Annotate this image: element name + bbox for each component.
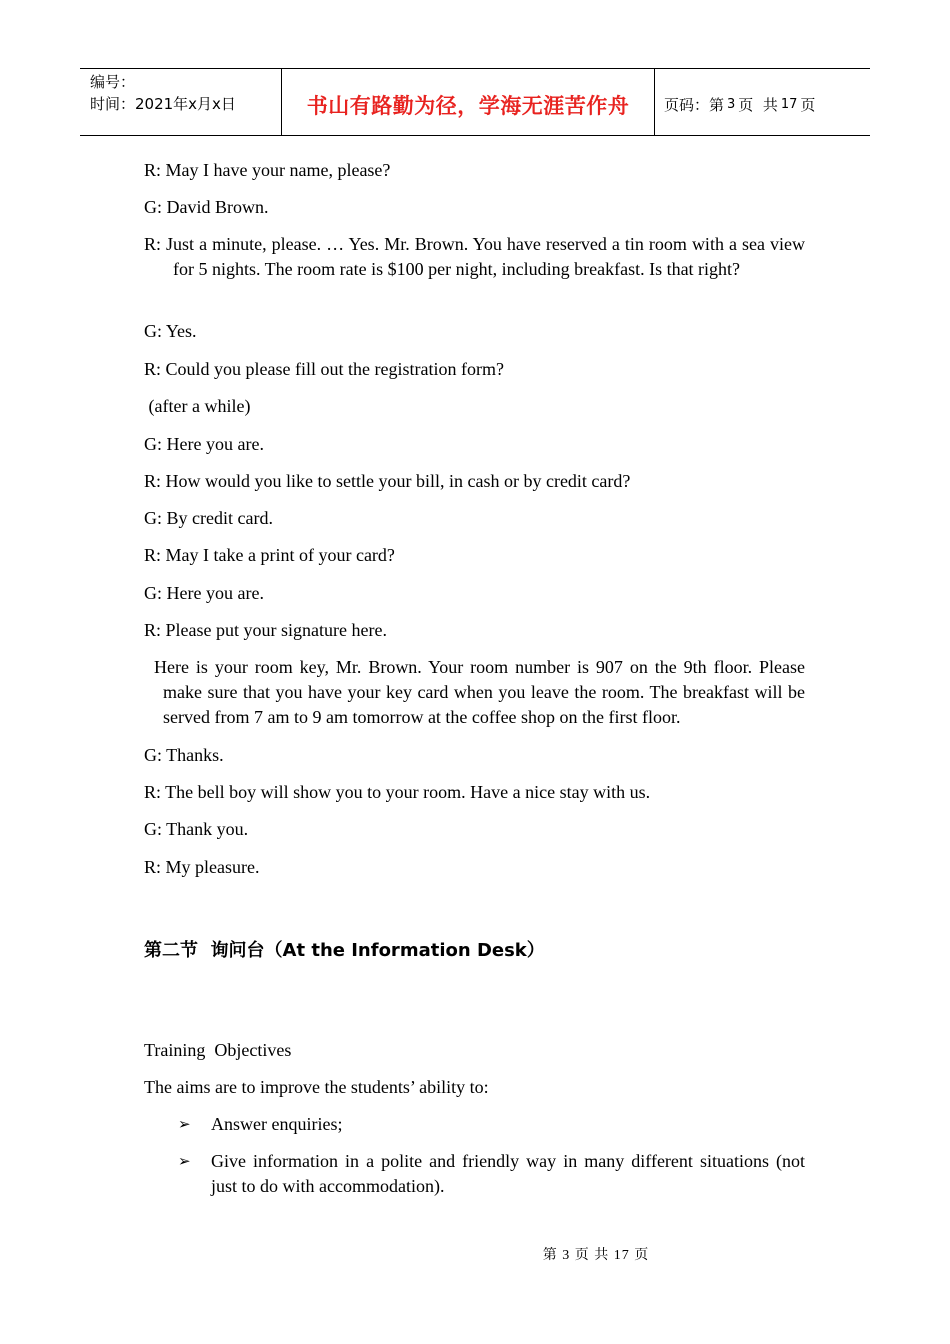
dialogue-line: R: How would you like to settle your bill, in cash or by credit card? — [144, 471, 631, 491]
page-info-total: 17 — [780, 96, 798, 112]
page-info-mid: 页 共 — [738, 95, 778, 114]
bullet-item: Answer enquiries; — [211, 1114, 343, 1134]
arrow-bullet-icon: ➢ — [178, 1115, 191, 1133]
dialogue-line: G: Thanks. — [144, 745, 224, 765]
bullet-item: Give information in a polite and friendly way in many different situations (not just to do with accommodation). — [211, 1151, 805, 1196]
dialogue-line: G: Thank you. — [144, 819, 249, 839]
dialogue-paragraph: R: Just a minute, please. … Yes. Mr. Brown. You have reserved a tin room with a sea view for 5 nights. The room rate is $100 per night, including breakfast. Is that right? — [144, 234, 805, 279]
stage-direction: (after a while) — [144, 396, 251, 416]
footer-page-number: 第 3 页 共 17 页 — [542, 1248, 650, 1263]
objectives-heading: Training Objectives — [144, 1040, 292, 1060]
page-footer — [0, 1246, 950, 1266]
header-motto-cell — [281, 69, 655, 135]
dialogue-line: G: By credit card. — [144, 508, 273, 528]
dialogue-line: R: May I have your name, please? — [144, 160, 391, 180]
dialogue-line: G: Yes. — [144, 321, 197, 341]
arrow-bullet-icon: ➢ — [178, 1152, 191, 1170]
page-info-current: 3 — [727, 96, 736, 112]
dialogue-line: R: Please put your signature here. — [144, 620, 387, 640]
dialogue-line: R: The bell boy will show you to your room. Have a nice stay with us. — [144, 782, 651, 802]
section-heading: 第二节 询问台（At the Information Desk） — [144, 940, 545, 961]
page-header — [80, 68, 870, 136]
document-date-label: 时间：2021年x月x日 — [90, 95, 236, 113]
dialogue-line: R: My pleasure. — [144, 857, 260, 877]
dialogue-line: R: Could you please fill out the registration form? — [144, 359, 504, 379]
document-number-label: 编号： — [90, 73, 136, 91]
header-page-info — [655, 69, 870, 135]
aims-intro: The aims are to improve the students’ ability to: — [144, 1077, 489, 1097]
header-left-cell — [80, 69, 281, 135]
dialogue-line: G: David Brown. — [144, 197, 269, 217]
dialogue-paragraph: Here is your room key, Mr. Brown. Your room number is 907 on the 9th floor. Please make sure that you have your key card when you leave the room. The breakfast will be served from 7 am to 9 am tomorrow at the coffee shop on the first floor. — [154, 657, 805, 727]
dialogue-line: G: Here you are. — [144, 583, 264, 603]
dialogue-line: G: Here you are. — [144, 434, 264, 454]
page-info-prefix: 页码：第 — [664, 95, 725, 114]
page-info-suffix: 页 — [800, 95, 816, 114]
header-motto: 书山有路勤为径，学海无涯苦作舟 — [306, 94, 630, 118]
dialogue-line: R: May I take a print of your card? — [144, 545, 395, 565]
